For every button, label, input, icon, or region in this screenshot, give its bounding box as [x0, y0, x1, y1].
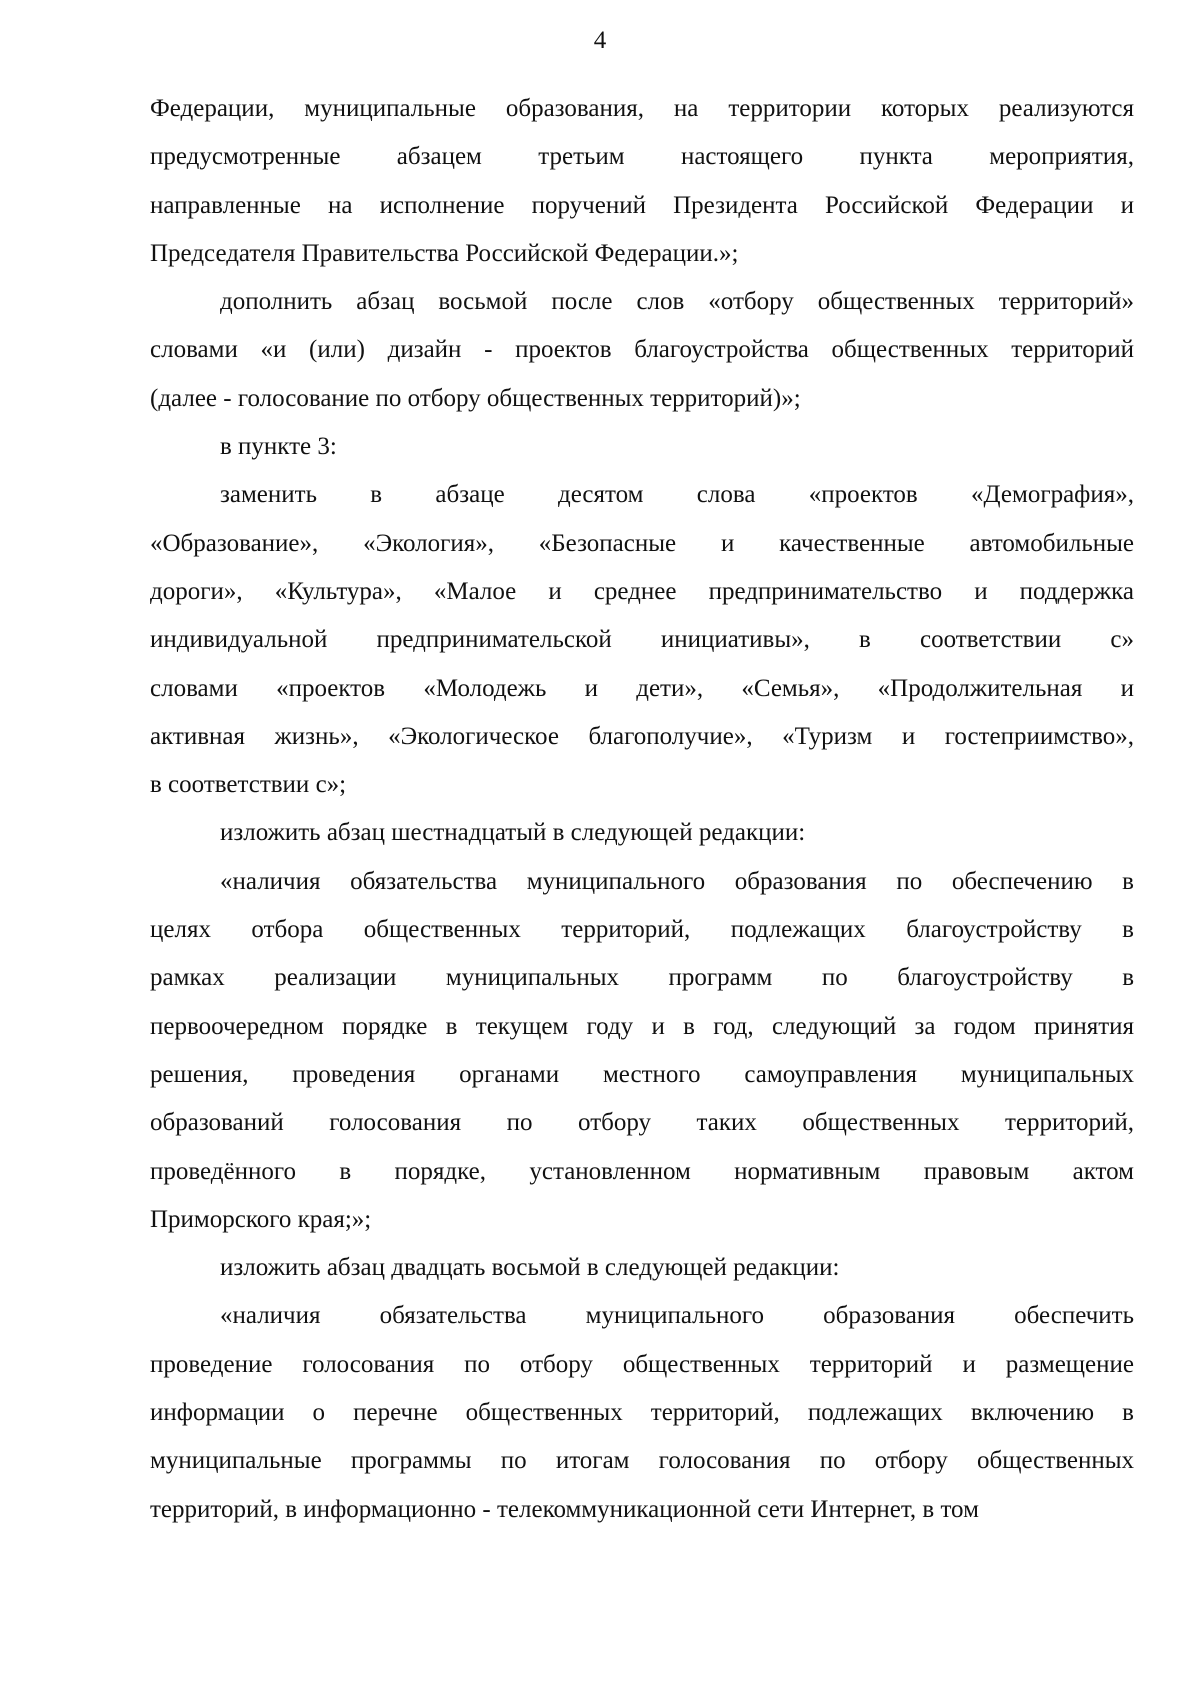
paragraph: [150, 1244, 1134, 1292]
text-line: словами «и (или) дизайн - проектов благоустройства общественных территорий: [150, 336, 1134, 364]
text-line: активная жизнь», «Экологическое благополучие», «Туризм и гостеприимство»,: [150, 722, 1134, 750]
text-line: индивидуальной предпринимательской инициативы», в соответствии с»: [150, 626, 1134, 654]
paragraph: [150, 85, 1134, 278]
document-body: [150, 85, 1134, 1534]
text-line: «наличия обязательства муниципального образования по обеспечению в: [220, 867, 1134, 895]
text-line: дороги», «Культура», «Малое и среднее предпринимательство и поддержка: [150, 577, 1134, 605]
text-line: в соответствии с»;: [150, 771, 347, 799]
text-line: проведённого в порядке, установленном нормативным правовым актом: [150, 1157, 1134, 1185]
text-line: изложить абзац двадцать восьмой в следующей редакции:: [220, 1254, 840, 1282]
paragraph: [150, 471, 1134, 809]
text-line: целях отбора общественных территорий, подлежащих благоустройству в: [150, 916, 1134, 944]
text-line: информации о перечне общественных территорий, подлежащих включению в: [150, 1399, 1134, 1427]
text-line: направленные на исполнение поручений Президента Российской Федерации и: [150, 191, 1134, 219]
text-line: (далее - голосование по отбору общественных территорий)»;: [150, 384, 801, 412]
text-line: проведение голосования по отбору общественных территорий и размещение: [150, 1350, 1134, 1378]
text-line: Председателя Правительства Российской Федерации.»;: [150, 239, 739, 267]
text-line: решения, проведения органами местного самоуправления муниципальных: [150, 1060, 1134, 1088]
text-line: образований голосования по отбору таких общественных территорий,: [150, 1109, 1134, 1137]
text-line: «Образование», «Экология», «Безопасные и качественные автомобильные: [150, 529, 1134, 557]
text-line: первоочередном порядке в текущем году и в год, следующий за годом принятия: [150, 1012, 1134, 1040]
text-line: словами «проектов «Молодежь и дети», «Семья», «Продолжительная и: [150, 674, 1134, 702]
paragraph: [150, 858, 1134, 1244]
text-line: Федерации, муниципальные образования, на территории которых реализуются: [150, 95, 1134, 122]
text-line: рамках реализации муниципальных программ по благоустройству в: [150, 964, 1134, 992]
text-line: дополнить абзац восьмой после слов «отбору общественных территорий»: [220, 288, 1134, 316]
text-line: заменить в абзаце десятом слова «проектов «Демография»,: [220, 481, 1134, 509]
text-line: в пункте 3:: [220, 433, 337, 461]
text-line: «наличия обязательства муниципального образования обеспечить: [220, 1302, 1134, 1330]
paragraph: [150, 423, 1134, 471]
paragraph: [150, 809, 1134, 857]
text-line: изложить абзац шестнадцатый в следующей редакции:: [220, 819, 806, 847]
paragraph: [150, 278, 1134, 423]
text-line: предусмотренные абзацем третьим настоящего пункта мероприятия,: [150, 143, 1134, 171]
page-number: 4: [593, 27, 607, 54]
paragraph: [150, 1292, 1134, 1533]
text-line: муниципальные программы по итогам голосования по отбору общественных: [150, 1447, 1134, 1475]
text-line: Приморского края;»;: [150, 1205, 372, 1233]
text-line: территорий, в информационно - телекоммуникационной сети Интернет, в том: [150, 1495, 979, 1523]
